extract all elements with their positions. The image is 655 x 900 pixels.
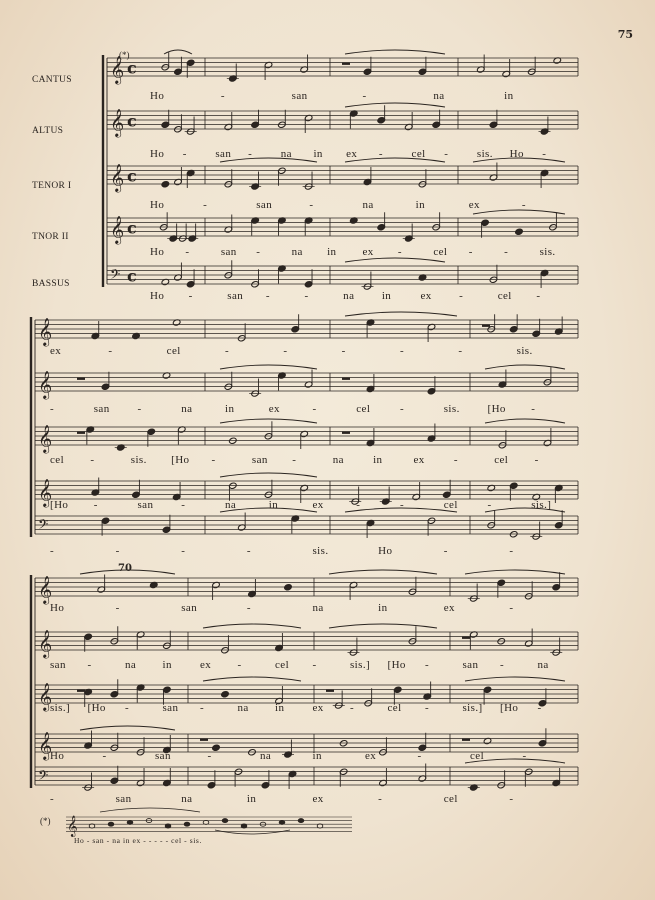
lyric-syllable: in	[327, 246, 337, 258]
voice-label-altus: ALTUS	[32, 126, 64, 136]
tie-arc	[220, 419, 317, 423]
lyric-syllable: -	[458, 345, 463, 357]
lyric-syllable: -	[537, 702, 542, 714]
note-head	[212, 744, 221, 751]
bass-clef-icon: 𝄢	[38, 516, 49, 536]
lyric-syllable: -	[356, 499, 361, 511]
lyric-syllable: -	[350, 702, 355, 714]
tie-arc	[220, 473, 317, 477]
tie-arc	[80, 570, 175, 574]
voice-label-cantus: CANTUS	[32, 75, 72, 85]
page-number: 75	[617, 28, 633, 41]
lyric-syllable: cel	[443, 793, 458, 805]
lyric-syllable: -	[453, 454, 458, 466]
lyric-syllable: -	[237, 659, 242, 671]
lyric-syllable: san	[220, 246, 237, 258]
lyric-syllable: in	[415, 199, 425, 211]
lyric-syllable: cel	[166, 345, 181, 357]
lyric-syllable: -	[102, 750, 107, 762]
lyric-syllable: -	[115, 545, 120, 557]
lyric-syllable: san	[251, 454, 268, 466]
footnote-note-head	[184, 822, 190, 826]
tie-arc	[220, 365, 317, 369]
lyric-syllable: -	[362, 90, 367, 102]
lyric-syllable: ex	[413, 454, 425, 466]
lyric-syllable: na	[181, 793, 193, 805]
lyric-syllable: na	[537, 659, 549, 671]
lyric-syllable: sis.	[312, 545, 329, 557]
lyric-syllable: cel	[443, 499, 458, 511]
lyric-syllable: sis.]	[462, 702, 483, 714]
lyric-syllable: -	[220, 90, 225, 102]
lyric-syllable: -	[521, 199, 526, 211]
lyric-syllable: -	[309, 199, 314, 211]
lyric-syllable: na	[260, 750, 272, 762]
lyric-syllable: -	[468, 246, 473, 258]
footnote-note-head	[298, 819, 304, 823]
tie-arc	[345, 258, 445, 262]
rest	[200, 739, 208, 741]
lyric-syllable: san	[181, 602, 198, 614]
tie-arc	[203, 677, 301, 681]
lyric-syllable: na	[225, 499, 237, 511]
footnote-marker: (*)	[40, 816, 51, 826]
lyric-syllable: sis.]	[50, 702, 71, 714]
lyric-syllable: sis.	[130, 454, 147, 466]
lyric-syllable: na	[332, 454, 344, 466]
treble-clef-icon: 𝄞	[38, 424, 53, 453]
footnote-note-head	[89, 824, 95, 828]
rest	[77, 378, 85, 380]
treble-clef-icon: 𝄞	[38, 682, 53, 711]
lyric-syllable: na	[181, 403, 193, 415]
treble-clef-icon: 𝄞	[38, 478, 53, 507]
lyric-syllable: [Ho	[500, 702, 519, 714]
lyric-syllable: -	[207, 750, 212, 762]
lyric-syllable: in	[378, 602, 388, 614]
tie-arc	[345, 312, 457, 316]
lyric-syllable: -	[341, 345, 346, 357]
treble-clef-icon: 𝄞	[38, 629, 53, 658]
lyric-syllable: -	[115, 602, 120, 614]
common-time-icon: c	[127, 218, 137, 238]
lyric-syllable: in	[381, 290, 392, 302]
footnote-note-head	[165, 824, 171, 828]
footnote-lyric: Ho - san - na in ex - - - - - cel - sis.	[74, 836, 202, 845]
lyric-syllable: -	[400, 499, 405, 511]
lyric-syllable: -	[378, 793, 383, 805]
lyric-syllable: in	[373, 454, 383, 466]
lyric-syllable: Ho	[50, 602, 65, 614]
footnote-note-head	[241, 824, 247, 828]
lyric-syllable: -	[487, 499, 492, 511]
lyric-syllable: na	[125, 659, 137, 671]
voice-label-tenor-1: TENOR I	[32, 181, 72, 191]
lyric-syllable: -	[397, 246, 402, 258]
lyric-syllable: san	[291, 90, 308, 102]
lyric-syllable: Ho	[150, 246, 165, 258]
lyric-syllable: -	[256, 246, 261, 258]
measure-number: 70	[118, 563, 132, 574]
treble-clef-icon: 𝄞	[110, 108, 125, 137]
lyric-syllable: -	[93, 499, 98, 511]
tie-arc	[345, 103, 445, 107]
lyric-syllable: -	[400, 345, 405, 357]
tie-arc	[485, 365, 565, 369]
lyric-syllable: sis.	[443, 403, 460, 415]
footnote-note-head	[279, 820, 285, 824]
lyric-syllable: san	[50, 659, 66, 671]
lyric-syllable: ex	[312, 793, 324, 805]
lyric-syllable: -	[500, 659, 505, 671]
lyric-syllable: -	[211, 454, 216, 466]
treble-clef-icon: 𝄞	[67, 816, 78, 837]
lyric-syllable: -	[185, 246, 190, 258]
common-time-icon: c	[127, 111, 137, 131]
rest	[342, 432, 350, 434]
lyric-syllable: -	[536, 290, 541, 302]
lyric-syllable: ex	[346, 148, 358, 160]
rest	[482, 325, 490, 327]
lyric-syllable: -	[444, 148, 449, 160]
lyric-syllable: [Ho	[50, 499, 69, 511]
treble-clef-icon: 𝄞	[38, 370, 53, 399]
lyric-syllable: ex	[365, 750, 377, 762]
tie-arc	[465, 677, 565, 681]
common-time-icon: c	[127, 266, 137, 286]
lyric-syllable: -	[50, 793, 55, 805]
lyric-syllable: na	[433, 90, 445, 102]
lyric-syllable: cel	[50, 454, 65, 466]
lyric-syllable: -	[509, 793, 514, 805]
tie-arc	[345, 50, 445, 54]
lyric-syllable: -	[203, 199, 208, 211]
tie-arc	[329, 570, 437, 574]
common-time-icon: c	[127, 166, 137, 186]
footnote-note-head	[203, 820, 209, 824]
lyric-syllable: -	[181, 545, 186, 557]
lyric-syllable: ex	[443, 602, 455, 614]
footnote-note-head	[222, 819, 228, 823]
treble-clef-icon: 𝄞	[110, 163, 125, 192]
voice-label-tenor-2: TNOR II	[32, 232, 69, 242]
lyric-syllable: -	[181, 499, 186, 511]
lyric-syllable: cel	[497, 290, 512, 302]
tie-arc	[473, 210, 565, 214]
lyric-syllable: -	[108, 345, 113, 357]
rest	[462, 739, 470, 741]
note-head	[515, 228, 524, 235]
lyric-syllable: -	[248, 148, 253, 160]
lyric-syllable: sis.]	[531, 499, 552, 511]
lyric-syllable: -	[400, 403, 405, 415]
lyric-syllable: in	[312, 750, 322, 762]
lyric-syllable: -	[304, 290, 309, 302]
lyric-syllable: na	[312, 602, 324, 614]
lyric-syllable: Ho	[150, 199, 165, 211]
rest	[77, 690, 85, 692]
lyric-syllable: -	[522, 750, 527, 762]
lyric-syllable: cel	[275, 659, 290, 671]
lyric-syllable: Ho	[150, 290, 165, 302]
lyric-syllable: -	[50, 545, 55, 557]
lyric-syllable: in	[162, 659, 172, 671]
lyric-syllable: na	[343, 290, 355, 302]
lyric-syllable: in	[313, 148, 323, 160]
rest	[342, 378, 350, 380]
note-head	[221, 691, 230, 698]
treble-clef-icon: 𝄞	[38, 575, 53, 604]
tie-arc	[220, 158, 317, 162]
lyric-syllable: -	[504, 246, 509, 258]
lyric-syllable: -	[312, 659, 317, 671]
tie-arc	[203, 624, 301, 628]
lyric-syllable: san	[256, 199, 273, 211]
tie-arc	[164, 50, 192, 54]
lyric-syllable: -	[125, 702, 130, 714]
footnote-reference-marker: (*)	[119, 50, 130, 60]
tie-arc	[80, 726, 175, 730]
lyric-syllable: na	[237, 702, 249, 714]
lyric-syllable: Ho	[150, 148, 165, 160]
tie-arc	[485, 508, 565, 512]
lyric-syllable: -	[283, 345, 288, 357]
lyric-syllable: ex	[312, 702, 324, 714]
lyric-syllable: san	[462, 659, 479, 671]
lyric-syllable: san	[115, 793, 132, 805]
lyric-syllable: -	[425, 702, 430, 714]
treble-clef-icon: 𝄞	[38, 317, 53, 346]
lyric-syllable: cel	[494, 454, 509, 466]
lyric-syllable: -	[225, 345, 230, 357]
lyric-syllable: -	[542, 148, 547, 160]
lyric-syllable: in	[225, 403, 235, 415]
lyric-syllable: sis.	[516, 345, 533, 357]
tie-arc	[485, 419, 565, 423]
lyric-syllable: ex	[50, 345, 62, 357]
lyric-syllable: -	[292, 454, 297, 466]
bass-clef-icon: 𝄢	[38, 767, 49, 787]
lyric-syllable: cel	[433, 246, 448, 258]
lyric-syllable: -	[531, 403, 536, 415]
lyric-syllable: -	[265, 290, 270, 302]
lyric-syllable: in	[504, 90, 514, 102]
lyric-syllable: -	[188, 290, 193, 302]
lyric-syllable: [Ho	[87, 702, 106, 714]
footnote-note-head	[127, 820, 133, 824]
lyric-syllable: cel	[470, 750, 485, 762]
lyric-syllable: -	[200, 702, 205, 714]
lyric-syllable: -	[182, 148, 187, 160]
lyric-syllable: -	[90, 454, 95, 466]
voice-label-bassus: BASSUS	[32, 279, 70, 289]
lyric-syllable: -	[459, 290, 464, 302]
lyric-syllable: Ho	[378, 545, 393, 557]
lyric-syllable: cel	[387, 702, 402, 714]
lyric-syllable: na	[280, 148, 292, 160]
footnote-note-head	[108, 822, 114, 826]
lyric-syllable: san	[155, 750, 171, 762]
lyric-syllable: ex	[362, 246, 374, 258]
lyric-syllable: -	[417, 750, 422, 762]
lyric-syllable: [Ho	[387, 659, 406, 671]
lyric-syllable: -	[246, 602, 251, 614]
rest	[77, 432, 85, 434]
lyric-syllable: Ho	[50, 750, 65, 762]
treble-clef-icon: 𝄞	[38, 731, 53, 760]
lyric-syllable: -	[312, 403, 317, 415]
rest	[462, 637, 470, 639]
tie-arc	[329, 624, 437, 628]
bass-clef-icon: 𝄢	[110, 266, 121, 286]
lyric-syllable: na	[362, 199, 374, 211]
lyric-syllable: ex	[468, 199, 480, 211]
footnote-slur	[100, 808, 200, 812]
lyric-syllable: [Ho	[487, 403, 506, 415]
lyric-syllable: sis.]	[350, 659, 371, 671]
lyric-syllable: -	[50, 403, 55, 415]
tie-arc	[465, 570, 565, 574]
lyric-syllable: ex	[200, 659, 212, 671]
lyric-syllable: -	[509, 602, 514, 614]
lyric-syllable: -	[509, 545, 514, 557]
rest	[342, 63, 350, 65]
lyric-syllable: cel	[356, 403, 371, 415]
lyric-syllable: san	[215, 148, 232, 160]
lyric-syllable: in	[246, 793, 257, 805]
note-head	[161, 181, 170, 188]
lyric-syllable: -	[246, 545, 251, 557]
lyric-syllable: -	[378, 148, 383, 160]
lyric-syllable: in	[275, 702, 285, 714]
lyric-syllable: ex	[312, 499, 324, 511]
lyric-syllable: ex	[420, 290, 432, 302]
lyric-syllable: san	[93, 403, 110, 415]
footnote-note-head	[317, 824, 323, 828]
lyric-syllable: -	[443, 545, 448, 557]
rest	[326, 690, 334, 692]
treble-clef-icon: 𝄞	[110, 55, 125, 84]
lyric-syllable: sis.	[539, 246, 556, 258]
lyric-syllable: ex	[268, 403, 280, 415]
lyric-syllable: -	[425, 659, 430, 671]
lyric-syllable: Ho	[509, 148, 524, 160]
lyric-syllable: Ho	[150, 90, 165, 102]
lyric-syllable: cel	[411, 148, 426, 160]
tie-arc	[345, 158, 445, 162]
lyric-syllable: san	[162, 702, 179, 714]
lyric-syllable: san	[137, 499, 154, 511]
lyric-syllable: -	[137, 403, 142, 415]
common-time-icon: c	[127, 58, 137, 78]
note-head	[284, 584, 293, 591]
lyric-syllable: [Ho	[171, 454, 190, 466]
lyric-syllable: -	[87, 659, 92, 671]
lyric-syllable: sis.	[476, 148, 493, 160]
lyric-syllable: -	[534, 454, 539, 466]
lyric-syllable: na	[291, 246, 303, 258]
lyric-syllable: san	[227, 290, 244, 302]
footnote-slur	[215, 830, 290, 834]
lyric-syllable: in	[268, 499, 279, 511]
treble-clef-icon: 𝄞	[110, 215, 125, 244]
